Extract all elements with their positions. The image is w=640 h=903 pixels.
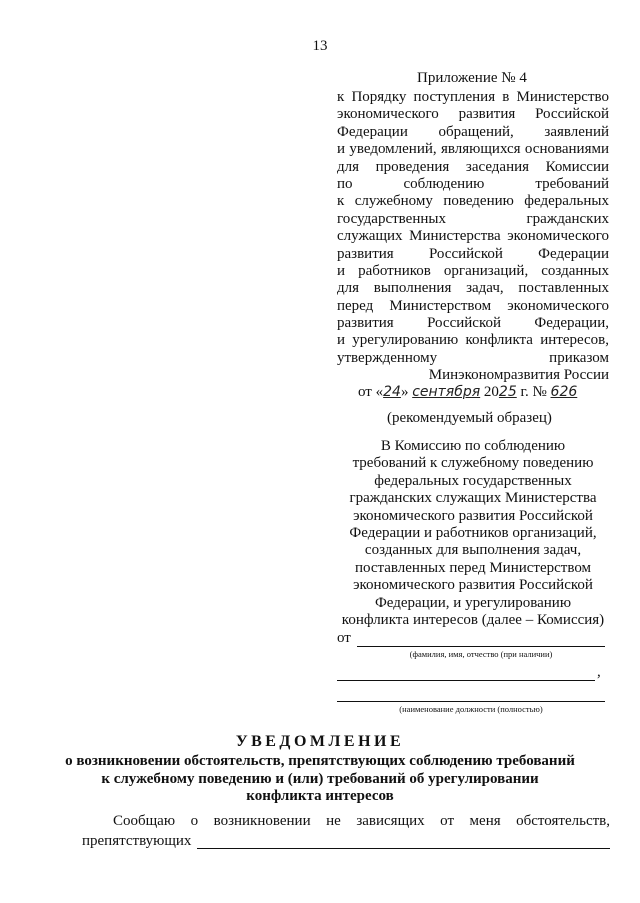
appendix-line: развития Российской Федерации: [337, 245, 609, 262]
appendix-line: к служебному поведению федеральных: [337, 193, 609, 210]
appendix-line: для проведения заседания Комиссии: [337, 158, 609, 175]
appendix-text: [337, 89, 609, 385]
appendix-line: утвержденному приказом: [337, 349, 609, 366]
order-year-handwritten: 25: [498, 384, 517, 400]
comma: ,: [597, 664, 601, 680]
commission-line: федеральных государственных: [374, 472, 572, 489]
appendix-line: развития Российской Федерации,: [337, 315, 609, 332]
commission-line: Федерации и работников организаций,: [349, 525, 597, 542]
order-day-handwritten: 24: [383, 384, 401, 400]
commission-addressee: [337, 438, 609, 629]
order-mid: »: [400, 384, 413, 400]
order-number-handwritten: 626: [550, 384, 578, 400]
appendix-line: и уведомлений, являющихся основаниями: [337, 141, 609, 158]
appendix-line: перед Министерством экономического: [337, 297, 609, 314]
order-suffix: г. №: [516, 384, 551, 400]
commission-line: В Комиссию по соблюдению: [380, 438, 566, 454]
order-prefix: от «: [358, 384, 384, 400]
order-month-handwritten: сентября: [412, 384, 481, 400]
position-caption: (наименование должности (полностью): [399, 704, 543, 714]
from-label: от: [337, 630, 351, 646]
commission-line: Федерации, и урегулированию: [374, 594, 572, 611]
commission-line: поставленных перед Министерством: [354, 559, 592, 576]
page-number: 13: [312, 38, 328, 54]
subtitle-line: конфликта интересов: [246, 788, 394, 804]
circumstances-fill-line[interactable]: [197, 848, 610, 849]
body-first-line: Сообщаю о возникновении не зависящих от меня обстоятельств,: [113, 813, 610, 829]
commission-line: созданных для выполнения задач,: [364, 542, 582, 559]
appendix-line: по соблюдению требований: [337, 175, 609, 192]
commission-line: гражданских служащих Министерства: [349, 490, 597, 507]
notice-title: УВЕДОМЛЕНИЕ: [235, 733, 405, 750]
name-caption: (фамилия, имя, отчество (при наличии): [409, 649, 553, 659]
notice-subtitle: [0, 753, 640, 806]
position-fill-line-1[interactable]: [337, 680, 595, 681]
order-year-prefix: 20: [480, 384, 499, 400]
appendix-line: служащих Министерства экономического: [337, 228, 609, 245]
appendix-line: к Порядку поступления в Министерство: [337, 89, 609, 105]
appendix-line: государственных гражданских: [337, 210, 609, 227]
name-fill-line[interactable]: [357, 646, 605, 647]
subtitle-line: к служебному поведению и (или) требований об урегулировании: [101, 770, 539, 787]
commission-line: экономического развития Российской: [353, 507, 593, 524]
position-fill-line-2[interactable]: [337, 701, 605, 702]
appendix-line: Минэкономразвития России: [428, 367, 609, 384]
appendix-line: экономического развития Российской: [337, 106, 609, 123]
appendix-line: Федерации обращений, заявлений: [337, 123, 609, 140]
commission-line: конфликта интересов (далее – Комиссия): [341, 612, 605, 629]
order-date-number: [358, 384, 577, 401]
appendix-line: и работников организаций, созданных: [337, 262, 609, 279]
subtitle-line: о возникновении обстоятельств, препятствующих соблюдению требований: [65, 753, 575, 769]
sample-label: (рекомендуемый образец): [387, 410, 552, 426]
body-second-line: препятствующих: [82, 833, 192, 849]
appendix-title: Приложение № 4: [417, 70, 527, 86]
appendix-line: и урегулированию конфликта интересов,: [337, 332, 609, 349]
appendix-line: для выполнения задач, поставленных: [337, 280, 609, 297]
commission-line: требований к служебному поведению: [352, 455, 594, 472]
commission-line: экономического развития Российской: [353, 577, 593, 594]
